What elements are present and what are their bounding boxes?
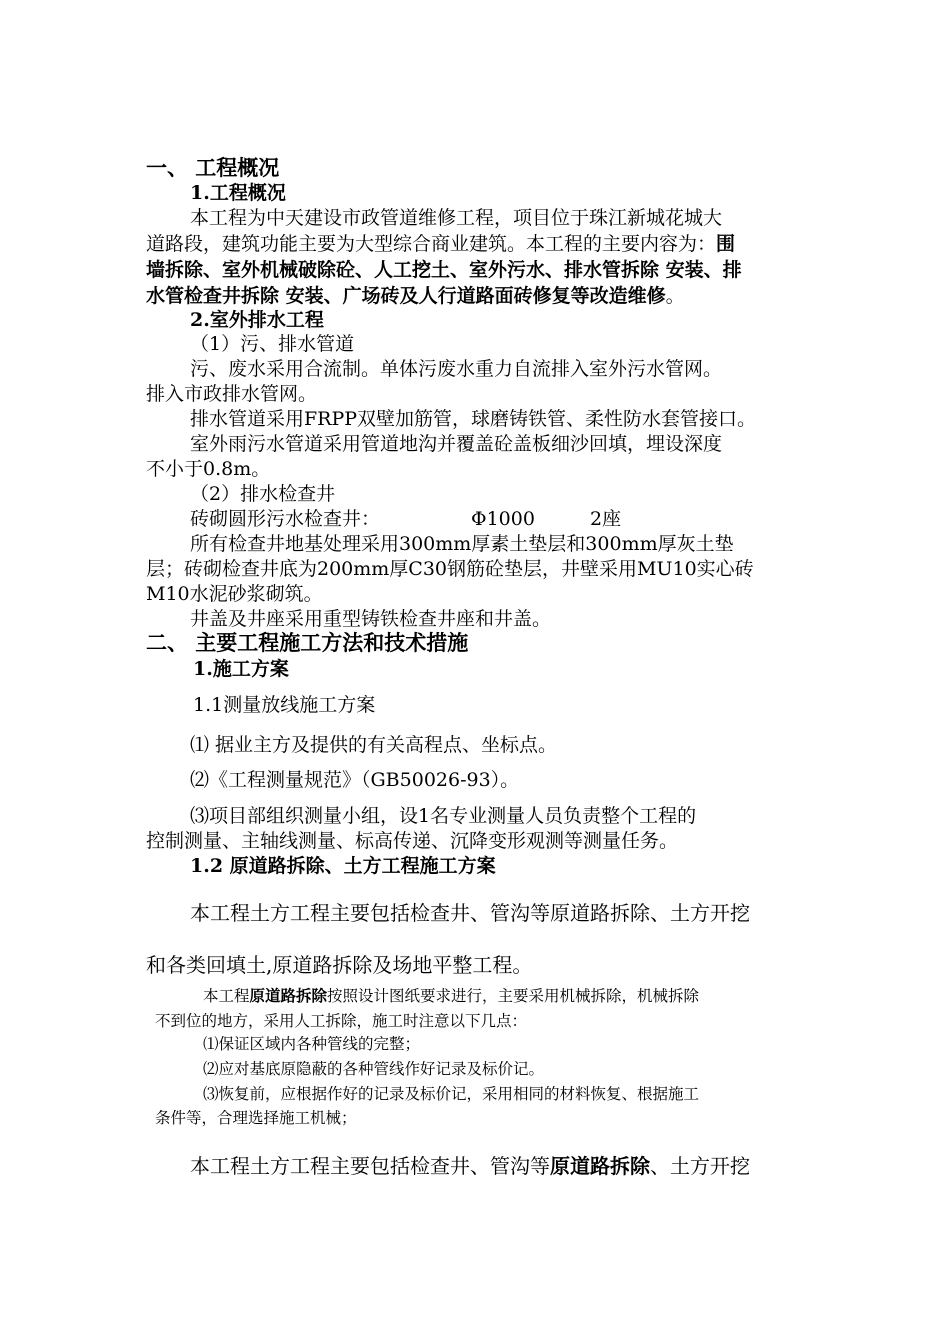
section-1-heading: 一、 工程概况 [146, 155, 280, 180]
subsection-2-1-1-heading: 1.1测量放线施工方案 [193, 694, 376, 716]
para-earthwork-repeat [190, 1153, 750, 1179]
para-well-spec-diameter: Φ1000 [471, 508, 535, 530]
demolition-note-2: ⑵应对基底原隐蔽的各种管线作好记录及标价记。 [203, 1060, 545, 1078]
para-demolition-bold: 原道路拆除 [249, 986, 328, 1005]
para-pipe-material: 排水管道采用FRPP双壁加筋管，球磨铸铁管、柔性防水套管接口。 [190, 408, 757, 430]
para-earthwork-line1: 本工程土方工程主要包括检查井、管沟等原道路拆除、土方开挖 [190, 901, 750, 925]
survey-item-2: ⑵《工程测量规范》（GB50026-93）。 [190, 769, 520, 791]
subsection-2-1-2-heading: 1.2 原道路拆除、土方工程施工方案 [190, 855, 496, 877]
para-trench-line1: 室外雨污水管道采用管道地沟并覆盖砼盖板细沙回填，埋设深度 [190, 433, 723, 455]
survey-item-3-line1: ⑶项目部组织测量小组，设1名专业测量人员负责整个工程的 [190, 805, 697, 827]
para-demolition-rest: 按照设计图纸要求进行，主要采用机械拆除，机械拆除 [327, 987, 700, 1005]
para-foundation-line2: 层；砖砌检查井底为200mm厚C30钢筋砼垫层，井壁采用MU10实心砖 [146, 558, 754, 580]
para-earthwork-repeat-prefix: 本工程土方工程主要包括检查井、管沟等 [190, 1154, 550, 1178]
para-overview-line2-bold: 围 [716, 233, 736, 255]
sub-heading-inspection-wells: （2）排水检查井 [190, 483, 336, 505]
subsection-1-1-heading: 1.工程概况 [190, 182, 286, 204]
para-overview-line3: 墙拆除、室外机械破除砼、人工挖土、室外污水、排水管拆除 安装、排 [146, 259, 742, 281]
sub-heading-drain-pipes: （1）污、排水管道 [190, 333, 355, 355]
para-trench-line2: 不小于0.8m。 [146, 458, 271, 480]
para-overview-line4-bold: 水管检查井拆除 安装、广场砖及人行道路面砖修复等改造维修 [146, 285, 666, 307]
para-earthwork-repeat-bold: 原道路拆除 [550, 1154, 650, 1178]
para-manhole-cover: 井盖及井座采用重型铸铁检查井座和井盖。 [190, 608, 552, 630]
para-demolition-line1 [203, 985, 699, 1007]
para-well-spec-label: 砖砌圆形污水检查井： [190, 508, 381, 530]
para-well-spec-count: 2座 [590, 508, 622, 530]
para-overview-line2-text: 道路段，建筑功能主要为大型综合商业建筑。本工程的主要内容为： [146, 233, 717, 255]
subsection-1-2-heading: 2.室外排水工程 [190, 309, 324, 331]
para-foundation-line1: 所有检查井地基处理采用300mm厚素土垫层和300mm厚灰土垫 [190, 533, 734, 555]
demolition-note-1: ⑴保证区域内各种管线的完整； [203, 1035, 421, 1053]
para-demolition-prefix: 本工程 [203, 987, 250, 1005]
para-sewage-line1: 污、废水采用合流制。单体污废水重力自流排入室外污水管网。 [190, 358, 723, 380]
demolition-note-3-line2: 条件等，合理选择施工机械； [155, 1109, 357, 1127]
para-earthwork-line2: 和各类回填土,原道路拆除及场地平整工程。 [146, 953, 533, 977]
para-sewage-line2: 排入市政排水管网。 [146, 383, 318, 405]
para-overview-line4 [146, 283, 685, 309]
section-2-heading: 二、 主要工程施工方法和技术措施 [146, 630, 469, 655]
demolition-note-3-line1: ⑶恢复前，应根据作好的记录及标价记，采用相同的材料恢复、根据施工 [203, 1085, 700, 1103]
para-overview-line4-end: 。 [665, 285, 685, 307]
survey-item-1: ⑴ 据业主方及提供的有关高程点、坐标点。 [190, 734, 558, 756]
para-overview-line1: 本工程为中天建设市政管道维修工程，项目位于珠江新城花城大 [190, 207, 723, 229]
subsection-2-1-heading: 1.施工方案 [193, 658, 289, 680]
para-demolition-line2: 不到位的地方，采用人工拆除，施工时注意以下几点： [155, 1012, 528, 1030]
para-overview-line2 [146, 231, 735, 257]
para-foundation-line3: M10水泥砂浆砌筑。 [146, 583, 323, 605]
survey-item-3-line2: 控制测量、主轴线测量、标高传递、沉降变形观测等测量任务。 [146, 830, 679, 852]
para-earthwork-repeat-rest: 、土方开挖 [650, 1154, 750, 1178]
